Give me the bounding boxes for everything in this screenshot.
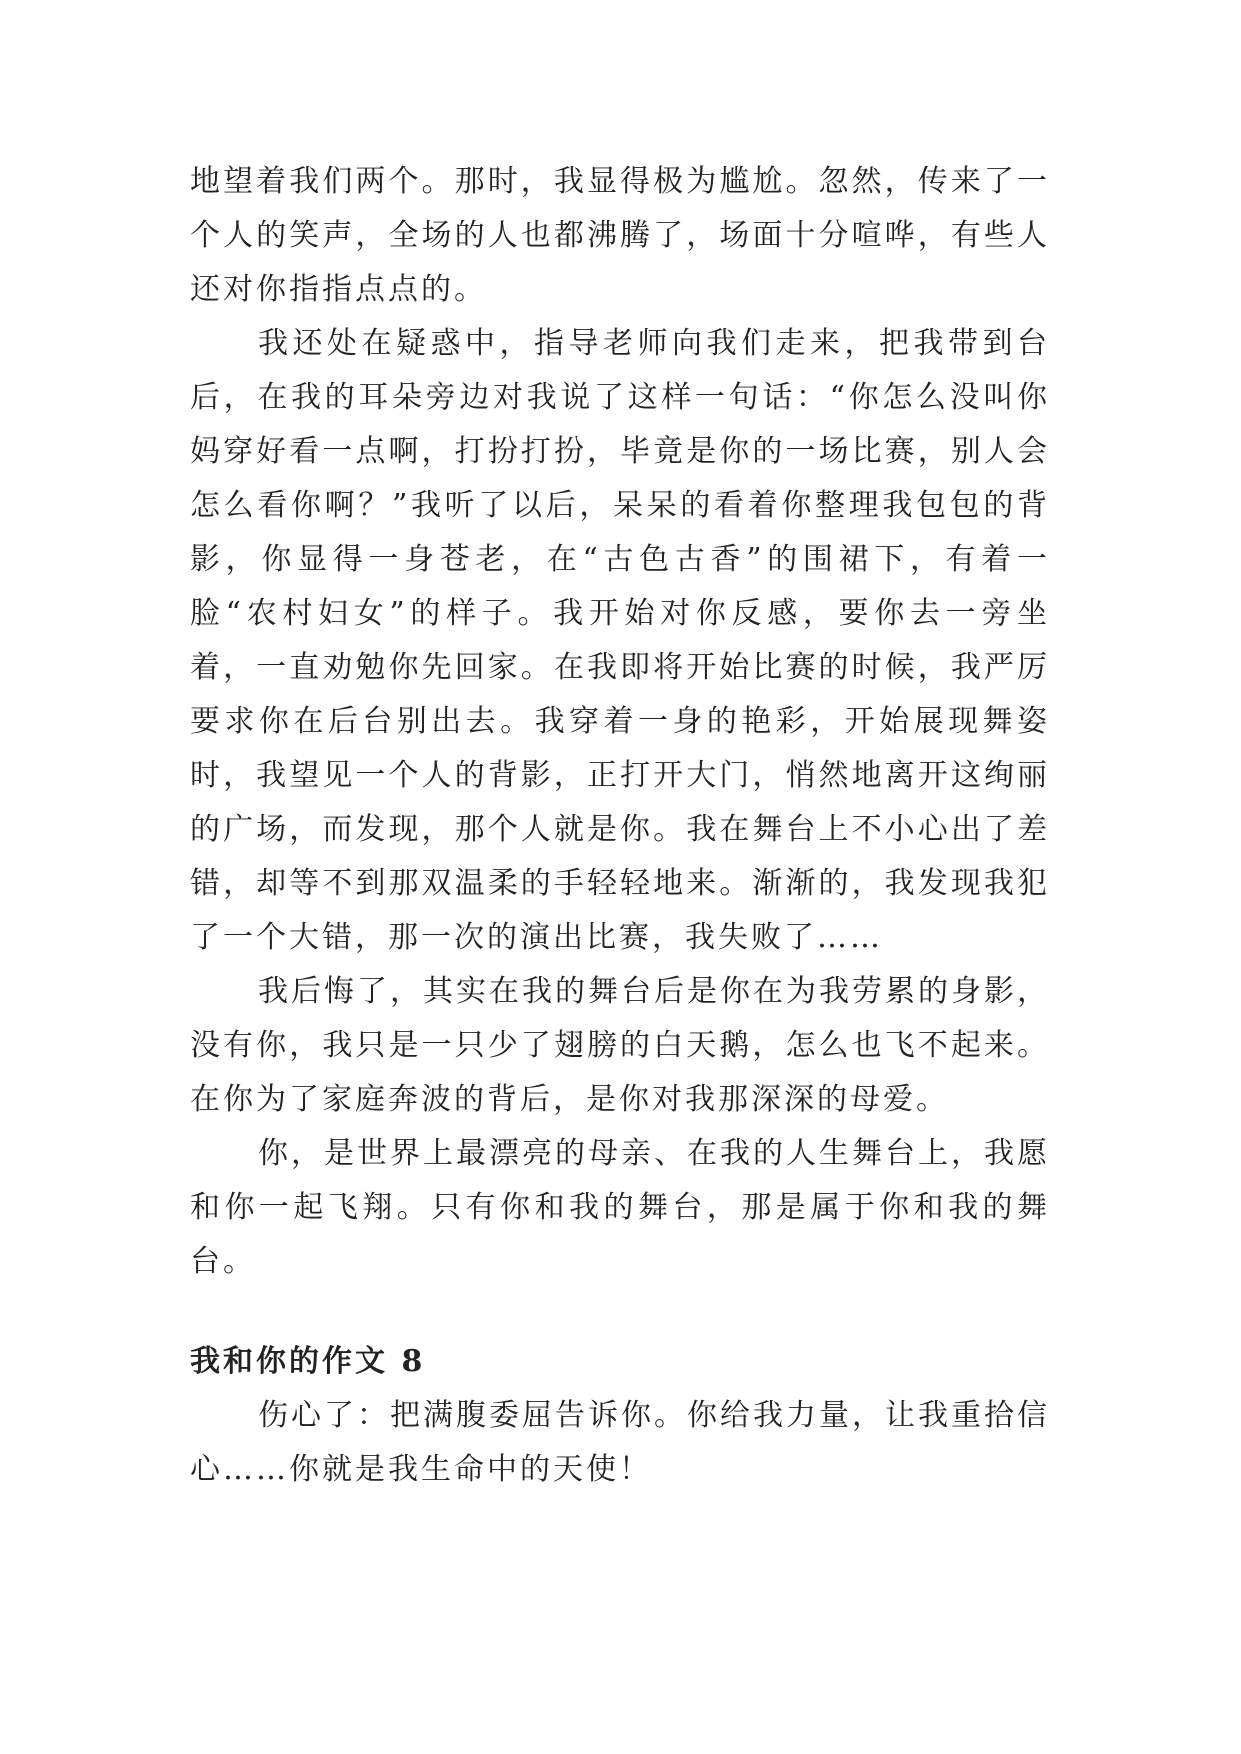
document-page (190, 155, 1050, 1497)
paragraph: 我后悔了，其实在我的舞台后是你在为我劳累的身影，没有你，我只是一只少了翅膀的白天鹅，怎么也飞不起来。在你为了家庭奔波的背后，是你对我那深深的母爱。 (190, 974, 1050, 1117)
paragraph: 我还处在疑惑中，指导老师向我们走来，把我带到台后，在我的耳朵旁边对我说了这样一句话：“你怎么没叫你妈穿好看一点啊，打扮打扮，毕竟是你的一场比赛，别人会怎么看你啊？”我听了以后，呆呆的看着你整理我包包的背影，你显得一身苍老，在“古色古香”的围裙下，有着一脸“农村妇女”的样子。我开始对你反感，要你去一旁坐着，一直劝勉你先回家。在我即将开始比赛的时候，我严厉要求你在后台别出去。我穿着一身的艳彩，开始展现舞姿时，我望见一个人的背影，正打开大门，悄然地离开这绚丽的广场，而发现，那个人就是你。我在舞台上不小心出了差错，却等不到那双温柔的手轻轻地来。渐渐的，我发现我犯了一个大错，那一次的演出比赛，我失败了…… (190, 326, 1050, 955)
paragraph: 你，是世界上最漂亮的母亲、在我的人生舞台上，我愿和你一起飞翔。只有你和我的舞台，那是属于你和我的舞台。 (190, 1136, 1050, 1279)
section-heading: 我和你的作文 8 (190, 1344, 426, 1379)
paragraph-continued: 地望着我们两个。那时，我显得极为尴尬。忽然，传来了一个人的笑声，全场的人也都沸腾了，场面十分喧哗，有些人还对你指指点点的。 (190, 164, 1050, 307)
paragraph: 伤心了：把满腹委屈告诉你。你给我力量，让我重拾信心……你就是我生命中的天使！ (190, 1398, 1050, 1487)
